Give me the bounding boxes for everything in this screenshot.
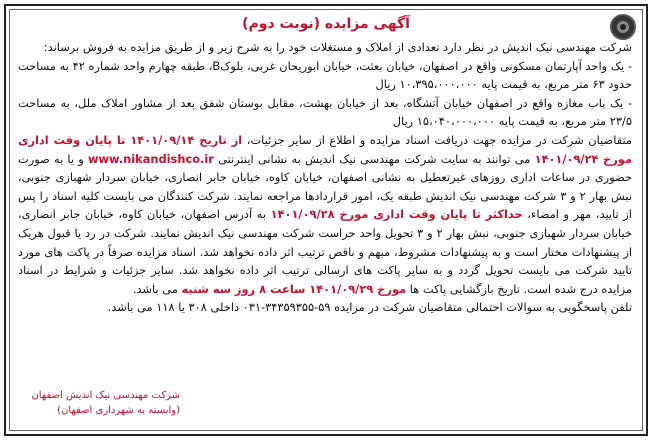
details-text-a: متقاضیان شرکت در مزایده جهت دریافت اسناد مزایده و اطلاع از سایر جزئیات، xyxy=(242,132,633,147)
item-shop: - یک باب مغازه واقع در اصفهان خیابان آتشگاه، بعد از خیابان بهشت، مقابل بوستان شفق بعد از مشاور املاک ملل، به مساحت ۲۳/۵ متر مربع، به قیمت پایه ۱۵،۰۴۰،۰۰۰،۰۰۰ ریال xyxy=(18,95,632,129)
intro-paragraph: شرکت مهندسی نیک اندیش در نظر دارد تعدادی از املاک و مستغلات خود را به شرح زیر و از طریق مزایده به فروش برساند: xyxy=(43,40,632,54)
details-text-d: به آدرس اصفهان، خیابان کاوه، خیابان جابر انصاری، خیابان سردار شهبازی جنوبی، نبش بهار ۲ و ۳ تحویل واحد حراست شرکت مهندسی نیک اندیش نمایند. شرکت در رد یا قبول هریک از پیشنهادات مختار است و به پیشنهادات مشروط، مبهم و ناقص ترتیب اثر داده نخواهد شد. اسناد مزایده صرفاً در پاکت های مورد تایید شرکت می بایست تحویل گردد و به سایر پاکت های ارسالی ترتیب اثر داده نخواهد شد. سایر جزئیات و شرایط در اسناد مزایده درج شده است. تاریخ بازگشایی پاکت ها xyxy=(18,207,632,296)
submission-deadline: حداکثر تا پایان وقت اداری مورخ ۱۴۰۱/۰۹/۲۸ xyxy=(270,207,523,222)
opening-date: مورخ ۱۴۰۱/۰۹/۲۹ ساعت ۸ روز سه شنبه xyxy=(181,281,407,296)
notice-body xyxy=(18,38,632,317)
details-text-b: می توانند به سایت شرکت مهندسی نیک اندیش به نشانی اینترنتی xyxy=(213,151,535,166)
notice-frame xyxy=(4,4,648,436)
item-apartment: - یک واحد آپارتمان مسکونی واقع در اصفهان، خیابان بعثت، خیابان ابوریحان غربی، بلوکB، طبقه چهارم واحد شماره ۴۲ به مساحت حدود ۶۳ متر مربع، به قیمت پایه ۱۰،۳۹۵،۰۰۰،۰۰۰ ریال xyxy=(18,58,632,92)
notice-title: آگهی مزایده (نوبت دوم) xyxy=(242,16,410,32)
details-paragraph xyxy=(18,131,632,298)
document-date-range: از تاریخ ۱۴۰۱/۰۹/۱۴ تا پایان وقت اداری مورخ ۱۴۰۱/۰۹/۲۴ xyxy=(18,132,633,166)
website-link[interactable]: www.nikandishco.ir xyxy=(87,151,214,166)
phone-paragraph: تلفن پاسخگویی به سوالات احتمالی متقاضیان شرکت در مزایده ۵۹-۳۴۳۵۹۳۵۵-۰۳۱ داخلی ۳۰۸ یا ۱۱۸ می باشد. xyxy=(107,300,632,315)
signature-block xyxy=(20,388,180,418)
signature-affiliation: (وابسته به شهرداری اصفهان) xyxy=(57,405,180,416)
details-text-e: می باشد. xyxy=(132,281,182,296)
signature-company: شرکت مهندسی نیک اندیش اصفهان xyxy=(31,390,180,401)
details-text-c: و یا به صورت حضوری در ساعات اداری روزهای غیرتعطیل به نشانی اصفهان، خیابان کاوه، خیابان جابر انصاری، خیابان سردار شهبازی جنوبی، نبش بهار ۲ و ۳ شرکت مهندسی نیک اندیش طبقه یک، امور قراردادها مراجعه نمایند. شرکت کنندگان می بایست کلیه اسناد را پس از تایید، مهر و امضاء، xyxy=(18,151,633,222)
